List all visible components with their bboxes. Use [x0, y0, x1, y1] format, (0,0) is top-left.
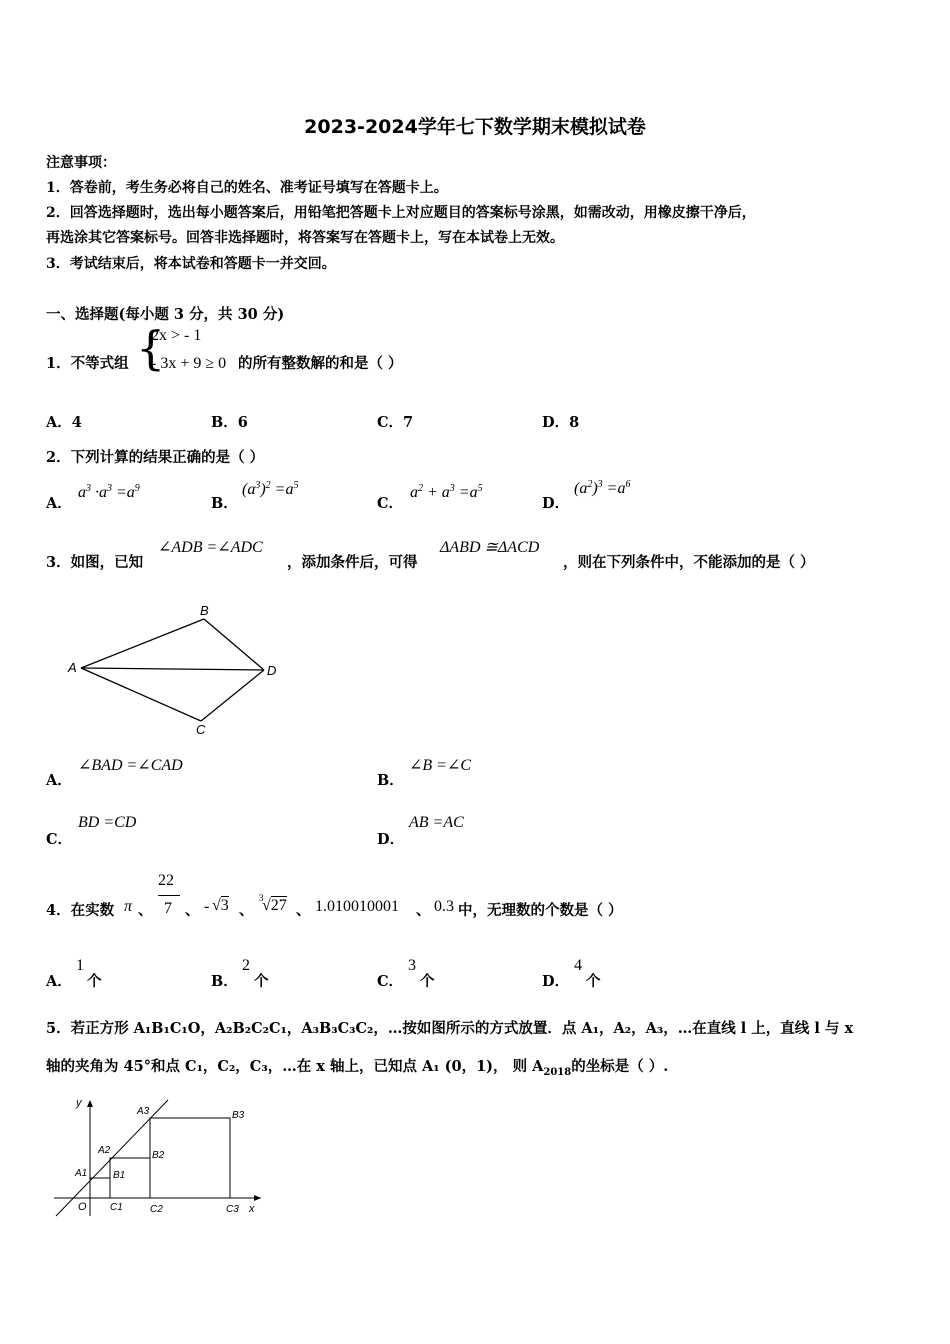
q3-option-a-expr: ∠BAD =∠CAD	[78, 757, 183, 774]
point-label-c3: C3	[226, 1204, 239, 1215]
point-label-c: C	[196, 722, 206, 737]
q4-cbrt-arg: 27	[270, 897, 287, 914]
point-label-b1: B1	[113, 1170, 126, 1181]
q4-sep-3: 、	[239, 902, 254, 919]
q4-number-1: 1.010010001	[315, 898, 399, 915]
q4-option-a-label: A．	[46, 973, 72, 990]
point-label-a3: A3	[137, 1106, 150, 1117]
q1-inequality-2: - 3x + 9 ≥ 0	[151, 355, 227, 372]
q4-suffix: 中，无理数的个数是（ ）	[458, 902, 623, 919]
q4-cbrt-index: 3	[259, 893, 264, 903]
notice-heading: 注意事项：	[46, 155, 116, 171]
q3-option-c-label: C．	[46, 831, 73, 848]
q1-option-d: D．8	[542, 414, 580, 431]
q1-prefix: 1．不等式组	[46, 355, 129, 372]
x-axis-arrow	[254, 1195, 261, 1201]
square-1	[90, 1178, 110, 1198]
segment-bd	[204, 619, 264, 670]
q3-option-d-expr: AB =AC	[409, 814, 464, 831]
q4-sep-5: 、	[416, 902, 431, 919]
q5-line-2	[46, 1055, 668, 1078]
q5-figure	[50, 1096, 270, 1222]
notice-item-2-line-2: 再选涂其它答案标号。回答非选择题时，将答案写在答题卡上，写在本试卷上无效。	[46, 230, 564, 246]
q4-fraction-numerator: 22	[158, 872, 174, 889]
q4-option-b-label: B．	[211, 973, 238, 990]
q1-option-a: A．4	[46, 414, 82, 431]
q4-option-d-value: 4	[574, 957, 582, 974]
q4-option-c-label: C．	[377, 973, 404, 990]
q5-line-2-a: 轴的夹角为 45°和点 C₁，C₂，C₃，…在 x 轴上，已知点 A₁ (0，1)， 则 A	[46, 1058, 544, 1075]
q4-negative-sign: -	[204, 898, 210, 915]
q4-option-d-unit: 个	[586, 973, 601, 990]
q4-sqrt-arg: 3	[220, 897, 229, 914]
q3-option-d-label: D．	[377, 831, 405, 848]
segment-ac	[81, 668, 201, 721]
point-label-a2: A2	[98, 1145, 111, 1156]
q3-figure	[62, 600, 292, 740]
origin-label: O	[78, 1201, 87, 1213]
q4-option-c-unit: 个	[420, 973, 435, 990]
q3-option-b-expr: ∠B =∠C	[409, 757, 472, 774]
q5-line-1: 5．若正方形 A₁B₁C₁O，A₂B₂C₂C₁，A₃B₃C₃C₂，…按如图所示的方式放置．点 A₁，A₂，A₃，…在直线 l 上，直线 l 与 x	[46, 1020, 854, 1037]
q3-given: ∠ADB =∠ADC	[158, 539, 263, 556]
q2-stem: 2．下列计算的结果正确的是（ ）	[46, 449, 265, 466]
q4-prefix: 4．在实数	[46, 902, 115, 919]
q4-option-b-value: 2	[242, 957, 250, 974]
q4-sep-2: 、	[185, 902, 200, 919]
page-title: 2023-2024学年七下数学期末模拟试卷	[304, 116, 646, 138]
point-label-a1: A1	[75, 1168, 88, 1179]
q4-option-b-unit: 个	[254, 973, 269, 990]
q4-sep-1: 、	[138, 902, 153, 919]
q2-option-a-label: A．	[46, 495, 72, 512]
q2-option-c-expr: $a^2 + a^3 =a^5$	[410, 483, 483, 501]
point-label-c2: C2	[150, 1204, 163, 1215]
q1-inequality-1: 2x > - 1	[151, 327, 202, 344]
notice-item-3: 3．考试结束后，将本试卷和答题卡一并交回。	[46, 256, 336, 272]
q3-prefix: 3．如图，已知	[46, 554, 144, 571]
q4-number-2: 0.3	[434, 898, 454, 915]
q2-option-b-label: B．	[211, 495, 238, 512]
y-axis-arrow	[87, 1100, 93, 1107]
notice-item-1: 1．答卷前，考生务必将自己的姓名、准考证号填写在答题卡上。	[46, 180, 448, 196]
q1-brace: {	[136, 321, 166, 375]
segment-ad	[81, 668, 264, 670]
point-label-d: D	[267, 663, 277, 678]
section-heading: 一、选择题(每小题 3 分，共 30 分)	[46, 306, 285, 323]
q5-line-2-sub: 2018	[543, 1066, 572, 1078]
axis-label-y: y	[76, 1097, 82, 1109]
q4-option-d-label: D．	[542, 973, 570, 990]
point-label-b2: B2	[152, 1150, 165, 1161]
q2-option-d-label: D．	[542, 495, 570, 512]
point-label-a: A	[68, 660, 77, 675]
q4-fraction-denominator: 7	[164, 900, 172, 917]
q4-sqrt-symbol: √3	[212, 897, 229, 914]
q1-suffix: 的所有整数解的和是（ ）	[238, 355, 403, 372]
point-label-c1: C1	[110, 1202, 123, 1213]
q1-option-c: C．7	[377, 414, 414, 431]
point-label-b: B	[200, 603, 209, 618]
segment-cd	[201, 670, 264, 721]
q3-congruence: ΔABD ≅ΔACD	[440, 539, 540, 556]
segment-ab	[81, 619, 204, 668]
q2-option-b-expr: $(a^3)^2 =a^5$	[242, 480, 299, 498]
q4-option-c-value: 3	[408, 957, 416, 974]
q4-option-a-value: 1	[76, 957, 84, 974]
q2-option-c-label: C．	[377, 495, 404, 512]
q2-option-a-expr: $a^3 \cdot a^3 =a^9$	[78, 483, 140, 501]
axis-label-x: x	[249, 1203, 255, 1215]
q3-suffix: ，则在下列条件中，不能添加的是（ ）	[563, 554, 815, 571]
q5-line-2-b: 的坐标是（ ）.	[571, 1058, 669, 1075]
q4-sep-4: 、	[296, 902, 311, 919]
q3-option-a-label: A．	[46, 772, 72, 789]
q1-option-b: B．6	[211, 414, 248, 431]
notice-item-2-line-1: 2．回答选择题时，选出每小题答案后，用铅笔把答题卡上对应题目的答案标号涂黑，如需改动，用橡皮擦干净后，	[46, 205, 756, 221]
q2-option-d-expr: $(a^2)^3 =a^6$	[574, 479, 631, 497]
q4-fraction-bar	[158, 895, 180, 896]
q3-option-c-expr: BD =CD	[78, 814, 137, 831]
q3-option-b-label: B．	[377, 772, 404, 789]
point-label-b3: B3	[232, 1110, 245, 1121]
q3-middle: ，添加条件后，可得	[287, 554, 418, 571]
q4-option-a-unit: 个	[87, 973, 102, 990]
q4-cbrt-symbol: √27	[262, 897, 287, 914]
q4-pi: π	[124, 898, 133, 915]
